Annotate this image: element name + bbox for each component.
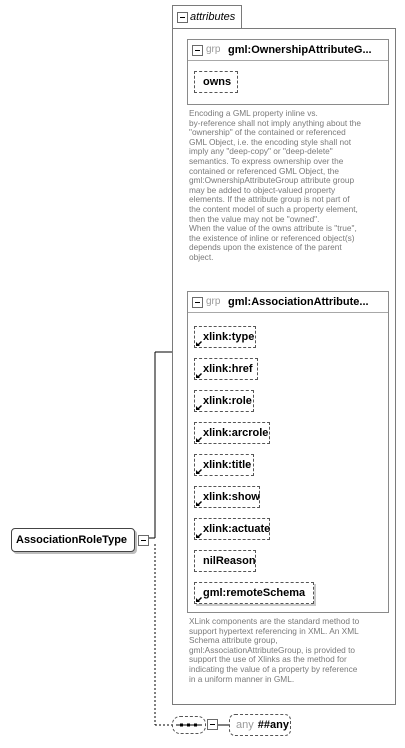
- any-element[interactable]: [229, 714, 291, 736]
- association-attribute-group[interactable]: [187, 291, 389, 613]
- group-tag: grp: [206, 44, 221, 55]
- reference-arrow-icon: [196, 468, 202, 474]
- attributes-panel: [172, 28, 396, 705]
- doc-line: support the use of Xlinks as the method for: [189, 654, 347, 665]
- group-header: [188, 40, 388, 60]
- attribute-label: nilReason: [203, 555, 256, 567]
- reference-arrow-icon: [196, 340, 202, 346]
- attribute-xlink-show[interactable]: [194, 486, 260, 508]
- attribute-label: xlink:type: [203, 331, 255, 343]
- doc-line: gml:AssociationAttributeGroup, is provided to: [189, 644, 356, 655]
- group-tag: grp: [206, 296, 221, 307]
- attribute-xlink-actuate[interactable]: [194, 518, 270, 540]
- element-name: AssociationRoleType: [16, 534, 128, 546]
- ownership-attribute-group[interactable]: [187, 39, 389, 105]
- sequence-compositor[interactable]: [172, 716, 206, 734]
- attribute-label: gml:remoteSchema: [203, 587, 306, 599]
- doc-line: then the value may not be "owned".: [189, 213, 320, 224]
- doc-line: object.: [189, 251, 214, 262]
- doc-line: XLink components are the standard method to: [189, 616, 360, 626]
- doc-line: the content model of such a property element,: [189, 203, 358, 214]
- doc-line: the existence of inline or referenced object(s): [189, 232, 355, 243]
- collapse-icon[interactable]: [138, 535, 149, 546]
- group-name: gml:AssociationAttribute...: [228, 296, 369, 308]
- doc-line: in a uniform manner in GML.: [189, 673, 295, 684]
- reference-arrow-icon: [196, 404, 202, 410]
- doc-line: contained or referenced GML Object, the: [189, 165, 340, 176]
- doc-line: imply any "deep-copy" or "deep-delete": [189, 146, 333, 157]
- group-header: [188, 292, 388, 312]
- collapse-icon[interactable]: [192, 45, 203, 56]
- reference-arrow-icon: [196, 372, 202, 378]
- doc-line: Encoding a GML property inline vs.: [189, 108, 318, 118]
- association-documentation: [189, 617, 359, 684]
- doc-line: depends upon the existence of the parent: [189, 242, 342, 253]
- attribute-xlink-role[interactable]: [194, 390, 254, 412]
- attribute-xlink-title[interactable]: [194, 454, 254, 476]
- doc-line: may be added to object-valued property: [189, 184, 336, 195]
- attribute-nilreason[interactable]: [194, 550, 256, 572]
- attributes-tab[interactable]: [172, 5, 242, 29]
- doc-line: "ownership" of the contained or referenced: [189, 127, 346, 138]
- attribute-xlink-href[interactable]: [194, 358, 258, 380]
- attributes-tab-label: attributes: [190, 11, 236, 23]
- doc-line: support hypertext referencing in XML. An XML: [189, 625, 359, 636]
- doc-line: When the value of the owns attribute is "true",: [189, 223, 357, 234]
- ownership-documentation: [189, 109, 361, 263]
- group-divider: [188, 312, 388, 313]
- sequence-icon: [172, 716, 206, 734]
- group-divider: [188, 60, 388, 61]
- collapse-icon[interactable]: [177, 12, 188, 23]
- doc-line: Schema attribute group,: [189, 635, 278, 646]
- attribute-owns[interactable]: owns: [194, 71, 238, 93]
- attribute-label: xlink:href: [203, 363, 253, 375]
- doc-line: elements. If the attribute group is not part of: [189, 194, 350, 205]
- association-role-type-element[interactable]: [11, 528, 135, 552]
- attribute-xlink-arcrole[interactable]: [194, 422, 270, 444]
- doc-line: GML Object, i.e. the encoding style shall not: [189, 136, 352, 147]
- group-name: gml:OwnershipAttributeG...: [228, 44, 372, 56]
- attribute-label: xlink:title: [203, 459, 252, 471]
- reference-arrow-icon: [196, 500, 202, 506]
- collapse-icon[interactable]: [207, 719, 218, 730]
- doc-line: indicating the value of a property by reference: [189, 663, 358, 674]
- attribute-label: xlink:show: [203, 491, 260, 503]
- reference-arrow-icon: [196, 436, 202, 442]
- attribute-label: xlink:role: [203, 395, 252, 407]
- attribute-label: xlink:arcrole: [203, 427, 269, 439]
- collapse-icon[interactable]: [192, 297, 203, 308]
- any-tag: any: [236, 719, 254, 731]
- doc-line: semantics. To express ownership over the: [189, 155, 344, 166]
- doc-line: gml:OwnershipAttributeGroup attribute group: [189, 175, 355, 186]
- reference-arrow-icon: [196, 532, 202, 538]
- attribute-gml-remoteschema[interactable]: [194, 582, 314, 604]
- any-value: ##any: [257, 719, 289, 731]
- reference-arrow-icon: [196, 596, 202, 602]
- attribute-label: xlink:actuate: [203, 523, 271, 535]
- doc-line: by-reference shall not imply anything about the: [189, 117, 362, 128]
- attribute-xlink-type[interactable]: [194, 326, 256, 348]
